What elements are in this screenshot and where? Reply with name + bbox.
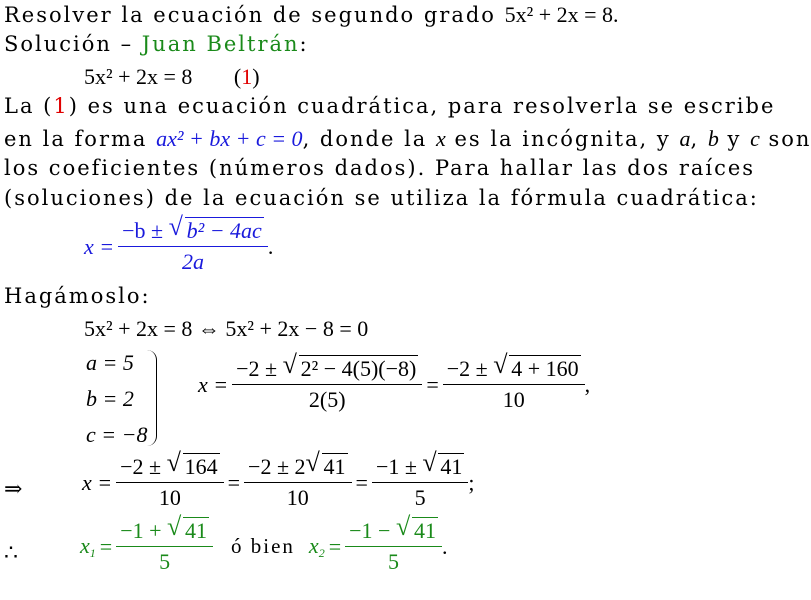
solution-label: Solución – (4, 32, 134, 56)
problem-statement (4, 2, 619, 28)
simplification: x = −2 ± √ 164 10 = −2 ± 2 √ 41 10 = −1 ± √ 41 5 ; (82, 448, 475, 510)
quadratic-formula: x = −b ± √ b² − 4ac 2a . (84, 212, 274, 274)
coef-brace (146, 350, 157, 446)
x1-value: −1 + √ 41 5 (116, 518, 213, 575)
coef-a: a = 5 (86, 350, 134, 375)
solution-header (4, 32, 309, 56)
main-equation (84, 64, 260, 90)
problem-text: Resolver la ecuación de segundo grado (4, 3, 496, 27)
paragraph-line-2: en la forma ax² + bx + c = 0, donde la x es la incógnita, y a, b y c son (4, 126, 811, 151)
paragraph-line-1: La (1) es una ecuación cuadrática, para resolverla se escribe (4, 94, 776, 118)
header-colon: : (299, 32, 309, 56)
coef-c: c = −8 (86, 422, 148, 447)
paragraph-line-4: (soluciones) de la ecuación se utiliza la fórmula cuadrática: (4, 186, 759, 210)
general-form: ax² + bx + c = 0 (156, 126, 303, 151)
implies-symbol: ⇒ (4, 476, 23, 501)
author-name: Juan Beltrán (141, 32, 300, 56)
hagamoslo-label: Hagámoslo: (4, 284, 151, 308)
paragraph-line-3: los coeficientes (números dados). Para hallar las dos raíces (4, 156, 756, 180)
main-equation-text: 5x² + 2x = 8 (84, 64, 193, 89)
rewritten-equation: 5x² + 2x = 8 ⇔ 5x² + 2x − 8 = 0 (84, 316, 369, 341)
x1-label: $x_1$ (80, 532, 96, 560)
equation-tag: (1) (233, 64, 260, 89)
problem-equation: 5x² + 2x = 8. (504, 2, 619, 27)
equation-ref: 1 (53, 94, 69, 118)
coef-b: b = 2 (86, 386, 134, 411)
final-answer: $x_1$ = −1 + √ 41 5 ó bien $x_2$ = −1 − √ 41 5 . (80, 512, 448, 574)
therefore-symbol: ∴ (4, 540, 18, 565)
x2-label: $x_2$ (308, 532, 325, 560)
o-bien: ó bien (231, 534, 295, 558)
x2-value: −1 − √ 41 5 (345, 518, 442, 575)
substitution: x = −2 ± √ 2² − 4(5)(−8) 2(5) = −2 ± √ 4 + 160 10 , (198, 350, 591, 412)
